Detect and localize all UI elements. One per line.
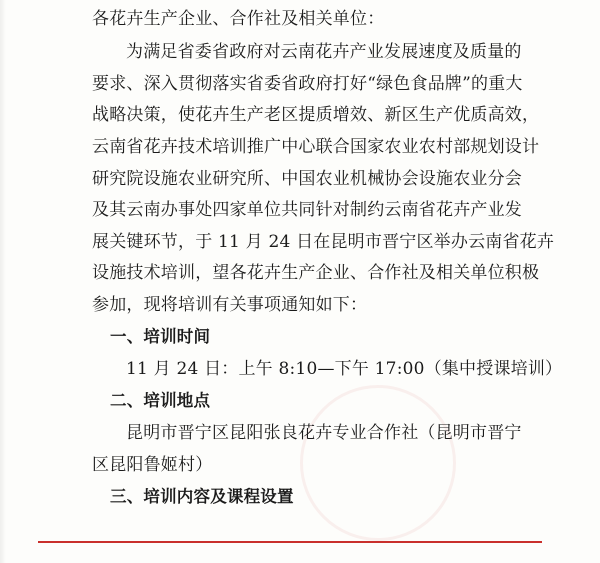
paragraph-line-6: 及其云南办事处四家单位共同针对制约云南省花卉产业发 [92,200,522,220]
section-3-title: 三、培训内容及课程设置 [110,487,294,506]
section-2-body-line-2: 区昆阳鲁姬村） [92,455,213,475]
salutation: 各花卉生产企业、合作社及相关单位： [92,9,385,29]
bottom-red-rule [38,541,542,543]
paragraph-line-1: 为满足省委省政府对云南花卉产业发展速度及质量的 [126,42,522,62]
paragraph-line-2: 要求、深入贯彻落实省委省政府打好“绿色食品牌”的重大 [92,74,523,94]
section-2-body-line-1: 昆明市晋宁区昆阳张良花卉专业合作社（昆明市晋宁 [126,423,522,443]
section-1-body: 11 月 24 日：上午 8:10—下午 17:00（集中授课培训） [126,359,563,379]
section-2-title: 二、培训地点 [110,391,211,410]
paragraph-line-9: 参加，现将培训有关事项通知如下： [92,295,368,315]
paragraph-line-7: 展关键环节，于 11 月 24 日在昆明市晋宁区举办云南省花卉 [92,232,555,252]
scan-edge-shadow [0,0,6,563]
paragraph-line-4: 云南省花卉技术培训推广中心联合国家农业农村部规划设计 [92,137,540,157]
faint-seal-stamp [300,385,456,541]
paragraph-line-8: 设施技术培训，望各花卉生产企业、合作社及相关单位积极 [92,263,540,283]
paragraph-line-5: 研究院设施农业研究所、中国农业机械协会设施农业分会 [92,169,522,189]
paragraph-line-3: 战略决策，使花卉生产老区提质增效、新区生产优质高效， [92,105,540,125]
section-1-title: 一、培训时间 [110,327,211,346]
